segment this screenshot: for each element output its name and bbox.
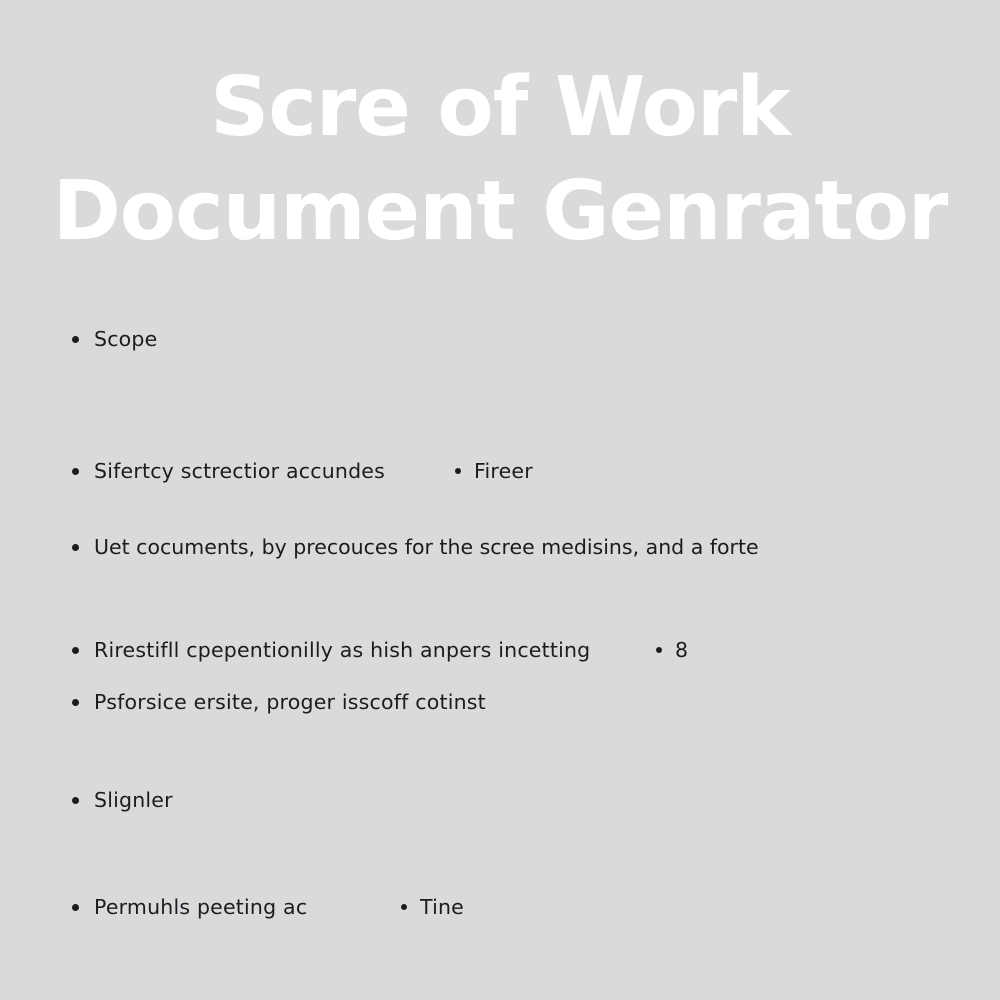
- bullet-list-item: [72, 456, 533, 486]
- bullet-text: Uet cocuments, by precouces for the scree medisins, and a forte: [94, 535, 759, 559]
- bullet-secondary: [656, 638, 688, 662]
- page-title-line-2: Document Genrator: [52, 164, 948, 259]
- bullet-list-item: [72, 324, 157, 354]
- bullet-text: Tine: [420, 895, 464, 919]
- bullet-secondary: [401, 895, 464, 919]
- bullet-primary: [72, 690, 486, 714]
- bullet-primary: [72, 327, 157, 351]
- bullet-text: Permuhls peeting ac: [94, 895, 308, 919]
- bullet-dot-icon: [72, 797, 79, 804]
- bullet-text: 8: [675, 638, 689, 662]
- bullet-primary: [72, 535, 759, 559]
- bullet-text: Sifertcy sctrectior accundes: [94, 459, 385, 483]
- bullet-dot-icon: [72, 544, 79, 551]
- bullet-list-item: [72, 635, 689, 665]
- bullet-primary: [72, 788, 173, 812]
- bullet-dot-icon: [72, 647, 79, 654]
- bullet-primary: [72, 459, 385, 483]
- bullet-dot-icon: [72, 699, 79, 706]
- page-title: [0, 56, 1000, 264]
- page-title-line-1: Scre of Work: [210, 60, 790, 155]
- bullet-dot-icon: [401, 904, 407, 910]
- bullet-dot-icon: [656, 647, 662, 653]
- bullet-text: Scope: [94, 327, 158, 351]
- bullet-primary: [72, 895, 307, 919]
- bullet-dot-icon: [72, 904, 79, 911]
- bullet-text: Psforsice ersite, proger isscoff cotinst: [94, 690, 486, 714]
- bullet-primary: [72, 638, 590, 662]
- bullet-dot-icon: [72, 336, 79, 343]
- bullet-text: Slignler: [94, 788, 173, 812]
- bullet-text: Rirestifll cpepentionilly as hish anpers incetting: [94, 638, 591, 662]
- bullet-dot-icon: [455, 468, 461, 474]
- bullet-list-item: [72, 687, 486, 717]
- bullet-list-item: [72, 532, 759, 562]
- bullet-dot-icon: [72, 468, 79, 475]
- bullet-text: Fireer: [474, 459, 533, 483]
- bullet-list-item: [72, 892, 464, 922]
- bullet-secondary: [455, 459, 533, 483]
- bullet-list-item: [72, 785, 173, 815]
